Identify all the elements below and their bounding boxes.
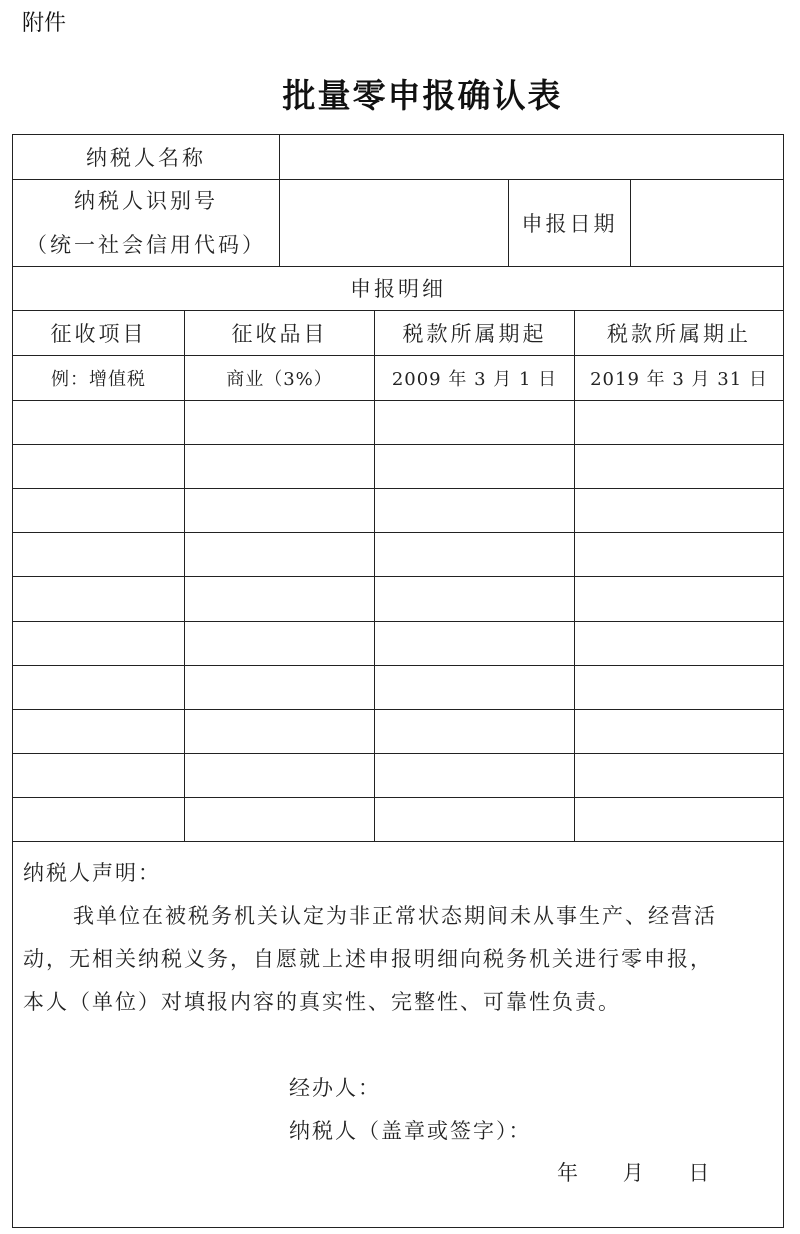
- declare-date-label: 申报日期: [521, 211, 618, 236]
- date-day-label: 日: [688, 1161, 712, 1185]
- declaration-line-2: 动，无相关纳税义务，自愿就上述申报明细向税务机关进行零申报，: [23, 947, 713, 971]
- row-divider: [13, 444, 783, 445]
- column-header-period-end: 税款所属期止: [607, 321, 751, 346]
- row-divider: [13, 841, 783, 842]
- declaration-line-3: 本人（单位）对填报内容的真实性、完整性、可靠性负责。: [23, 990, 621, 1014]
- row-divider: [13, 532, 783, 533]
- declaration-line-1: 我单位在被税务机关认定为非正常状态期间未从事生产、经营活: [73, 904, 717, 928]
- handler-label: 经办人：: [289, 1076, 381, 1100]
- row-divider: [13, 797, 783, 798]
- row-divider: [13, 753, 783, 754]
- row-divider: [13, 709, 783, 710]
- taxpayer-id-label: [13, 179, 279, 266]
- example-period-start: 2009 年 3 月 1 日: [391, 368, 558, 390]
- date-year-label: 年: [557, 1161, 580, 1185]
- sign-date: [557, 1157, 745, 1187]
- taxpayer-id-label-line1: 纳税人识别号: [74, 188, 218, 213]
- taxpayer-seal-label: 纳税人（盖章或签字）：: [289, 1119, 532, 1143]
- example-levy-item: 例：增值税: [51, 368, 146, 390]
- example-levy-category: 商业（3%）: [226, 368, 333, 390]
- row-divider: [13, 621, 783, 622]
- column-header-levy-item: 征收项目: [50, 321, 147, 346]
- date-month-label: 月: [622, 1161, 646, 1185]
- taxpayer-id-label-line2: （统一社会信用代码）: [26, 232, 266, 257]
- taxpayer-name-label: 纳税人名称: [86, 146, 206, 170]
- document-title: 批量零申报确认表: [282, 76, 563, 115]
- row-divider: [13, 576, 783, 577]
- column-header-period-start: 税款所属期起: [402, 321, 547, 346]
- column-header-levy-category: 征收品目: [231, 321, 328, 346]
- taxpayer-name-field[interactable]: [280, 135, 783, 179]
- detail-section-title: 申报明细: [350, 277, 446, 301]
- declaration-heading: 纳税人声明：: [23, 861, 161, 885]
- row-divider: [13, 400, 783, 401]
- confirmation-form: [12, 134, 784, 1228]
- row-divider: [13, 665, 783, 666]
- attachment-label: 附件: [22, 11, 67, 36]
- declare-date-field[interactable]: [631, 179, 783, 266]
- example-period-end: 2019 年 3 月 31 日: [590, 368, 768, 390]
- row-divider: [13, 488, 783, 489]
- taxpayer-id-field[interactable]: [280, 179, 508, 266]
